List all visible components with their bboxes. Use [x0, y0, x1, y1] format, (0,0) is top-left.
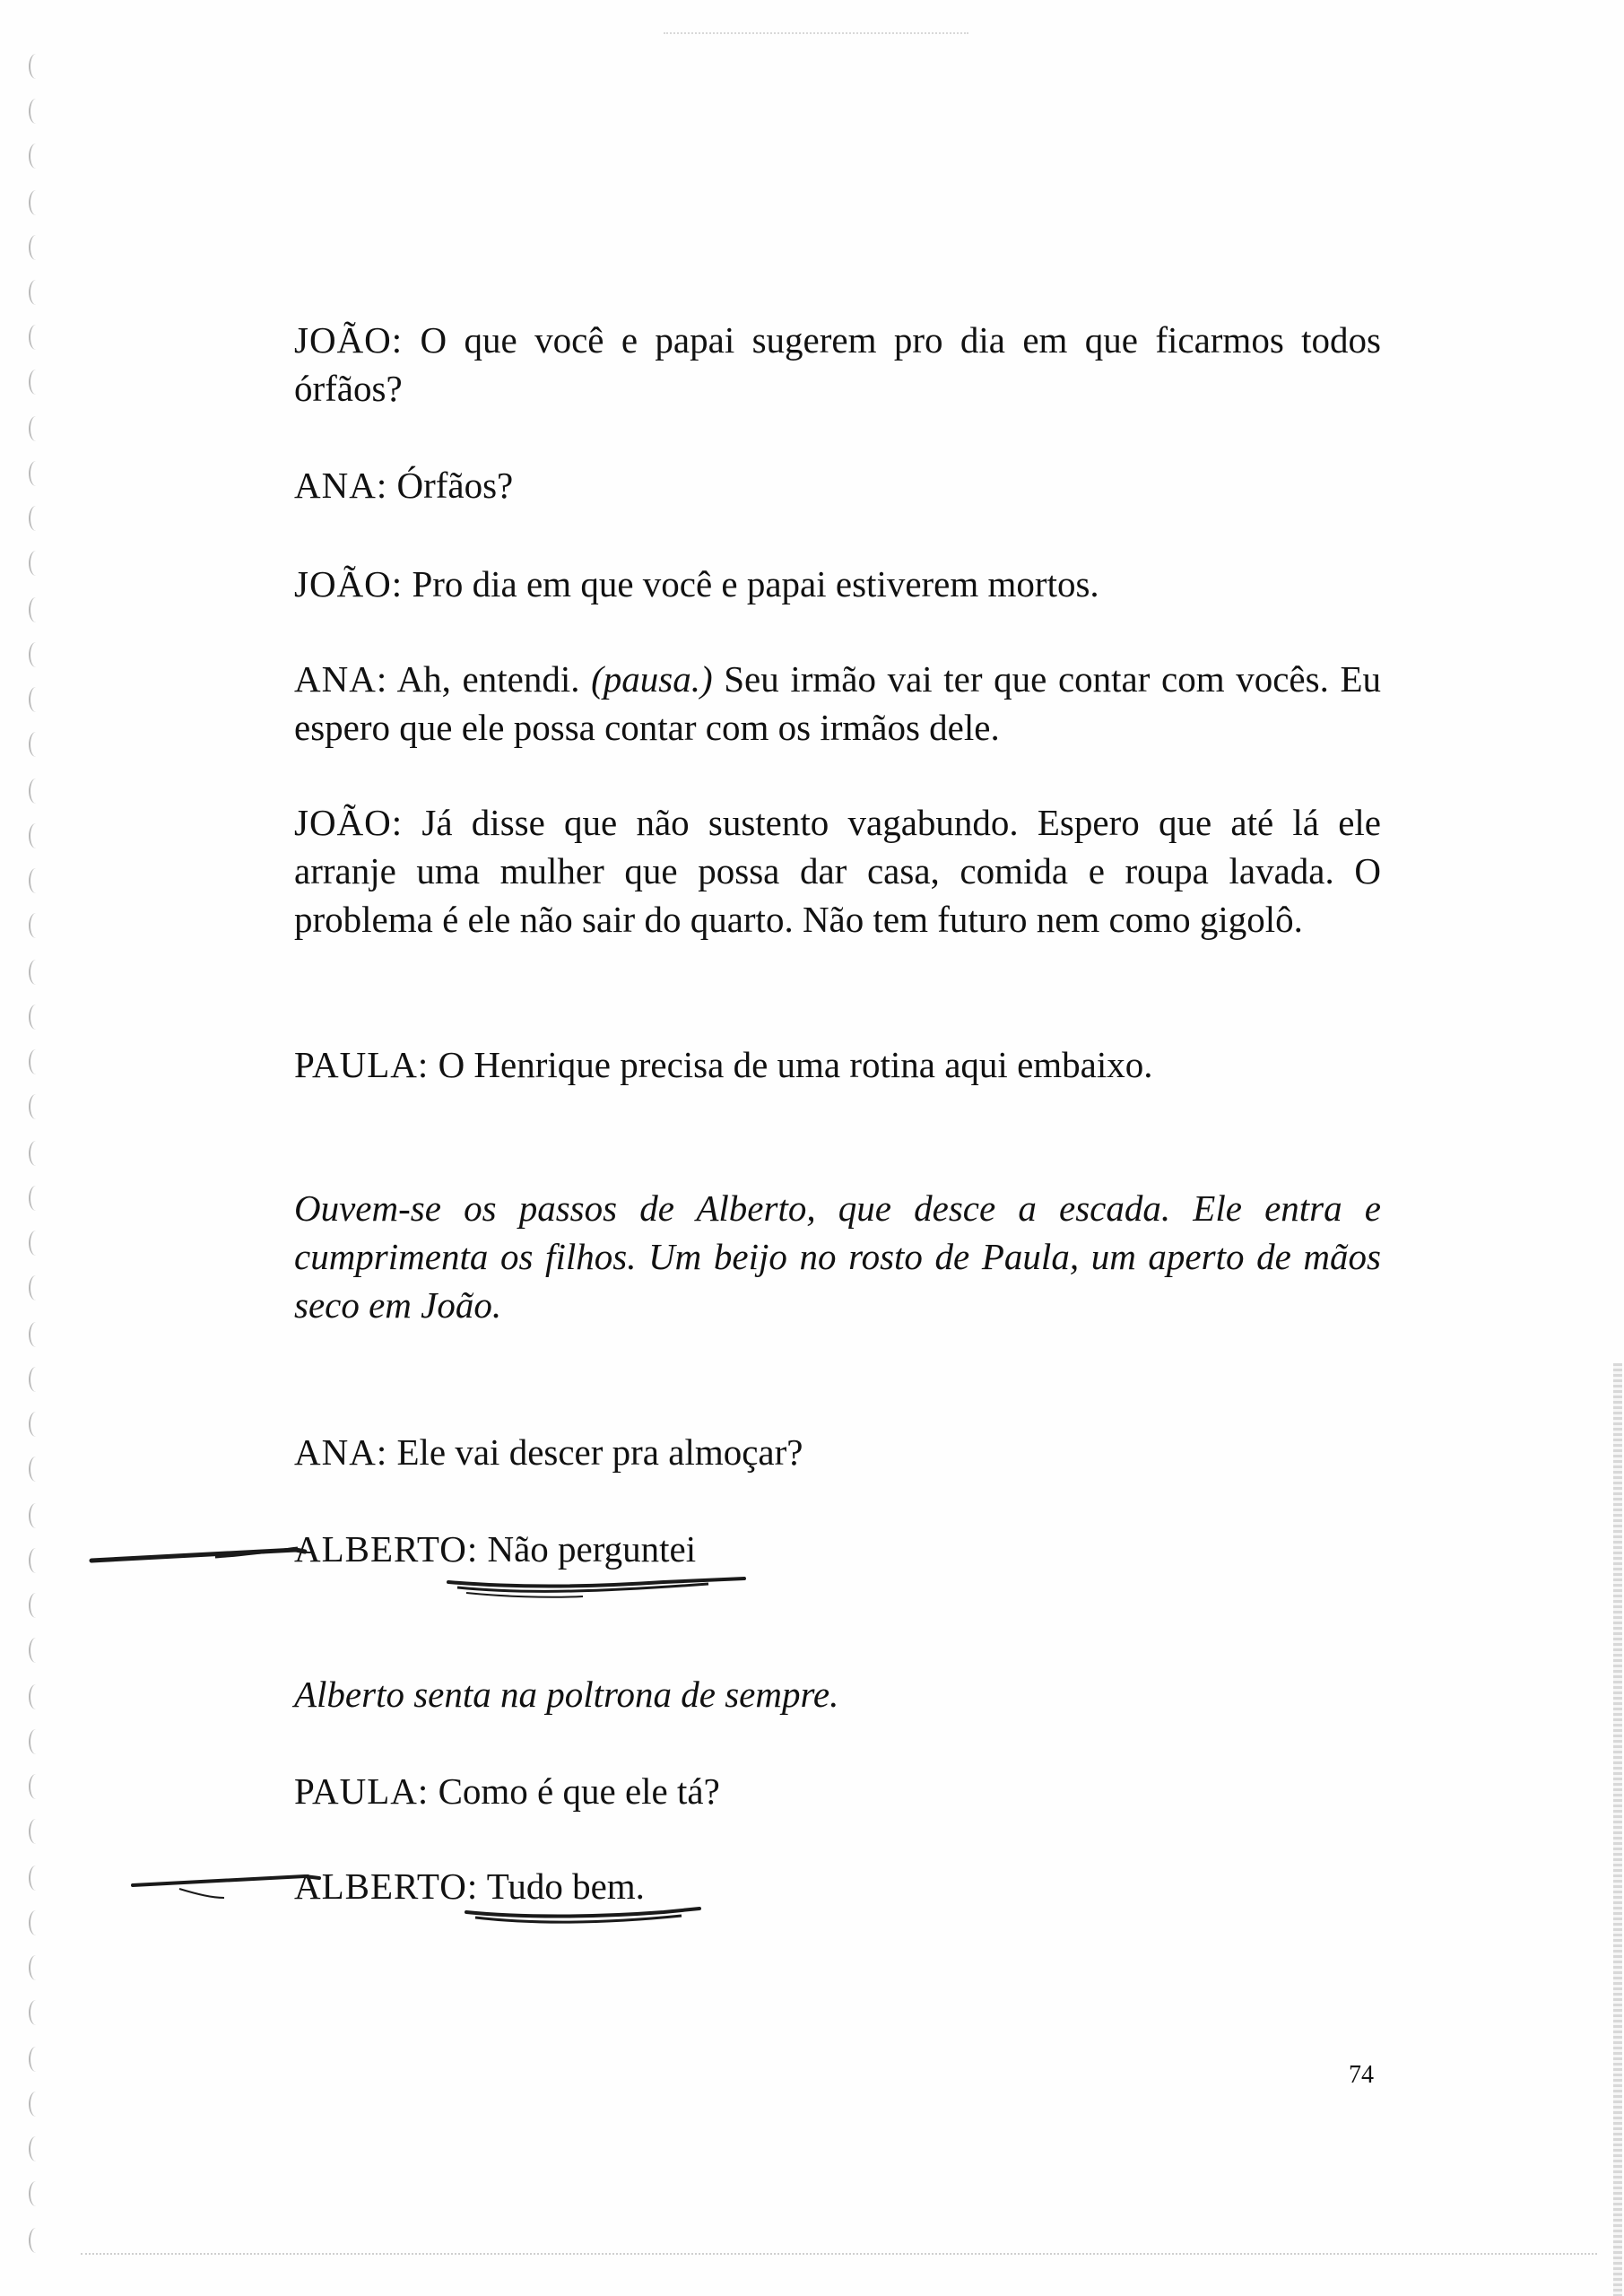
dialogue-text: Pro dia em que você e papai estiverem mortos. [403, 563, 1099, 604]
dialogue-text: O Henrique precisa de uma rotina aqui embaixo. [429, 1044, 1153, 1085]
dialogue-line [294, 461, 1381, 509]
dialogue-line [294, 1767, 1381, 1815]
scan-artifact-bottom [81, 2253, 1597, 2255]
dialogue-line [294, 798, 1381, 944]
dialogue-text: Ele vai descer pra almoçar? [387, 1431, 803, 1473]
pen-mark-line-2 [126, 1862, 717, 1943]
binding-holes [22, 36, 57, 2260]
speaker-name: PAULA: [294, 1044, 430, 1085]
dialogue-text: Não perguntei [478, 1528, 697, 1570]
dialogue-line [294, 655, 1381, 752]
dialogue-text: O que você e papai sugerem pro dia em que ficarmos todos órfãos? [294, 319, 1381, 409]
dialogue-text: Seu irmão vai ter que contar com vocês. Eu espero que ele possa contar com os irmãos dele. [294, 658, 1381, 748]
dialogue-line [294, 316, 1381, 413]
dialogue-line [294, 560, 1381, 608]
dialogue-line [294, 1428, 1381, 1476]
dialogue-text: Ah, entendi. [387, 658, 592, 700]
speaker-name: ALBERTO: [294, 1866, 479, 1907]
stage-direction: Ouvem-se os passos de Alberto, que desce a escada. Ele entra e cumprimenta os filhos. Um beijo no rosto de Paula, um aperto de mãos seco em João. [294, 1187, 1381, 1326]
speaker-name: ANA: [294, 1431, 388, 1473]
stage-aside: (pausa.) [591, 658, 713, 700]
dialogue-text: Tudo bem. [478, 1866, 645, 1907]
stage-direction: Alberto senta na poltrona de sempre. [294, 1674, 839, 1715]
dialogue-line [294, 1040, 1381, 1089]
dialogue-text: Como é que ele tá? [429, 1770, 720, 1812]
speaker-name: JOÃO: [294, 319, 404, 361]
scan-artifact-right [1613, 1363, 1622, 2296]
speaker-name: PAULA: [294, 1770, 430, 1812]
page-number: 74 [1349, 2061, 1374, 2089]
speaker-name: JOÃO: [294, 802, 404, 843]
pen-mark-line-1 [81, 1525, 762, 1605]
scan-artifact-top [664, 32, 968, 34]
speaker-name: ANA: [294, 658, 388, 700]
speaker-name: ANA: [294, 465, 388, 506]
speaker-name: JOÃO: [294, 563, 404, 604]
speaker-name: ALBERTO: [294, 1528, 479, 1570]
dialogue-text: Já disse que não sustento vagabundo. Espero que até lá ele arranje uma mulher que possa dar casa, comida e roupa lavada. O problema é ele não sair do quarto. Não tem futuro nem como gigolô. [294, 802, 1381, 940]
dialogue-text: Órfãos? [387, 465, 514, 506]
